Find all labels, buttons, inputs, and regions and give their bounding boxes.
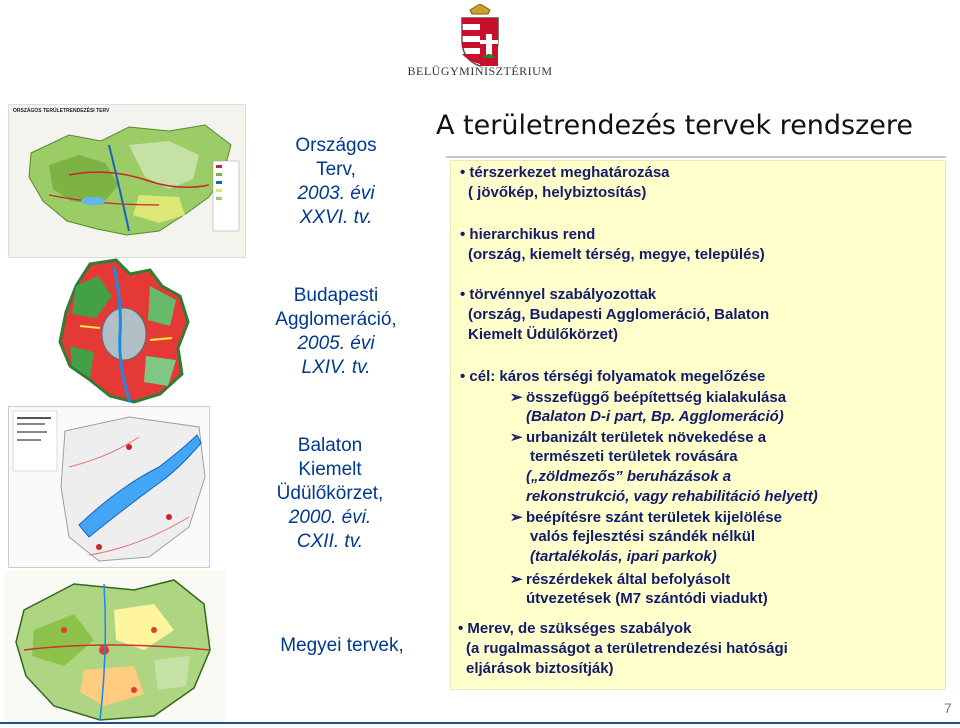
sub-item xyxy=(510,508,782,526)
sub-item-text: urbanizált területek növekedése a xyxy=(526,429,767,446)
content-line: („zöldmezős” beruházások a xyxy=(526,468,732,485)
sub-item-text: részérdekek által befolyásolt xyxy=(526,571,731,588)
arrow-bullet-icon: ➢ xyxy=(510,571,523,588)
sub-item xyxy=(510,570,730,588)
page-number: 7 xyxy=(944,700,952,716)
caption-line: 2000. évi. xyxy=(288,507,372,528)
caption-line: Budapesti xyxy=(293,285,379,306)
budapest-agglomeration-caption xyxy=(252,284,420,380)
sub-item xyxy=(510,428,766,446)
title-divider xyxy=(446,156,946,158)
caption-line: Agglomeráció, xyxy=(275,309,397,330)
caption-line: Országos xyxy=(295,135,377,156)
caption-line: Üdülőkörzet, xyxy=(276,483,384,504)
agglomeration-map-graphic xyxy=(50,256,198,406)
arrow-bullet-icon: ➢ xyxy=(510,389,523,406)
content-line: rekonstrukció, vagy rehabilitáció helyett) xyxy=(526,488,818,505)
caption-line: LXIV. tv. xyxy=(301,357,371,378)
balaton-map xyxy=(8,406,210,568)
sub-item-text: beépítésre szánt területek kijelölése xyxy=(526,509,782,526)
content-line: (Balaton D-i part, Bp. Agglomeráció) xyxy=(526,408,784,425)
county-map-graphic xyxy=(4,570,226,724)
county-plans-caption xyxy=(262,634,422,658)
content-line: Kiemelt Üdülőkörzet) xyxy=(468,326,619,343)
caption-line: CXII. tv. xyxy=(296,531,364,552)
footer-divider xyxy=(0,722,960,724)
county-plans-map xyxy=(4,570,226,724)
sub-item xyxy=(510,388,786,406)
content-line: (a rugalmasságot a területrendezési hatósági xyxy=(466,640,788,657)
budapest-agglomeration-map xyxy=(50,256,198,406)
caption-line: Megyei tervek, xyxy=(280,635,404,656)
sub-item-text: összefüggő beépítettség kialakulása xyxy=(526,389,787,406)
arrow-bullet-icon: ➢ xyxy=(510,429,523,446)
content-line: ( jövőkép, helybiztosítás) xyxy=(468,184,647,201)
national-plan-caption xyxy=(256,134,416,230)
header xyxy=(0,0,960,90)
caption-line: 2003. évi xyxy=(297,183,375,204)
content-line: útvezetések (M7 szántódi viadukt) xyxy=(526,590,768,607)
balaton-map-graphic xyxy=(9,407,209,567)
ministry-name: BELÜGYMINISZTÉRIUM xyxy=(407,64,553,78)
caption-line: Terv, xyxy=(316,159,356,180)
content-line: valós fejlesztési szándék nélkül xyxy=(530,528,756,545)
caption-line: XXVI. tv. xyxy=(299,207,373,228)
content-line: (ország, kiemelt térség, megye, település) xyxy=(468,246,765,263)
content-line: • cél: káros térségi folyamatok megelőzése xyxy=(460,368,766,385)
map-small-title: ORSZÁGOS TERÜLETRENDEZÉSI TERV xyxy=(13,108,110,114)
content-line: eljárások biztosítják) xyxy=(466,660,614,677)
national-map-graphic xyxy=(9,105,245,257)
caption-line: 2005. évi xyxy=(297,333,375,354)
caption-line: Kiemelt xyxy=(298,459,362,480)
slide-title: A területrendezés tervek rendszere xyxy=(436,110,914,141)
content-line: (tartalékolás, ipari parkok) xyxy=(530,548,717,565)
balaton-caption xyxy=(250,434,410,554)
hungarian-crest-icon xyxy=(452,4,508,68)
caption-line: Balaton xyxy=(297,435,363,456)
content-line: • Merev, de szükséges szabályok xyxy=(458,620,692,637)
national-plan-map xyxy=(8,104,246,258)
arrow-bullet-icon: ➢ xyxy=(510,509,523,526)
content-line: • törvénnyel szabályozottak xyxy=(460,286,657,303)
content-line: (ország, Budapesti Agglomeráció, Balaton xyxy=(468,306,770,323)
content-line: • hierarchikus rend xyxy=(460,226,596,243)
content-line: • térszerkezet meghatározása xyxy=(460,164,670,181)
content-line: természeti területek rovására xyxy=(530,448,738,465)
